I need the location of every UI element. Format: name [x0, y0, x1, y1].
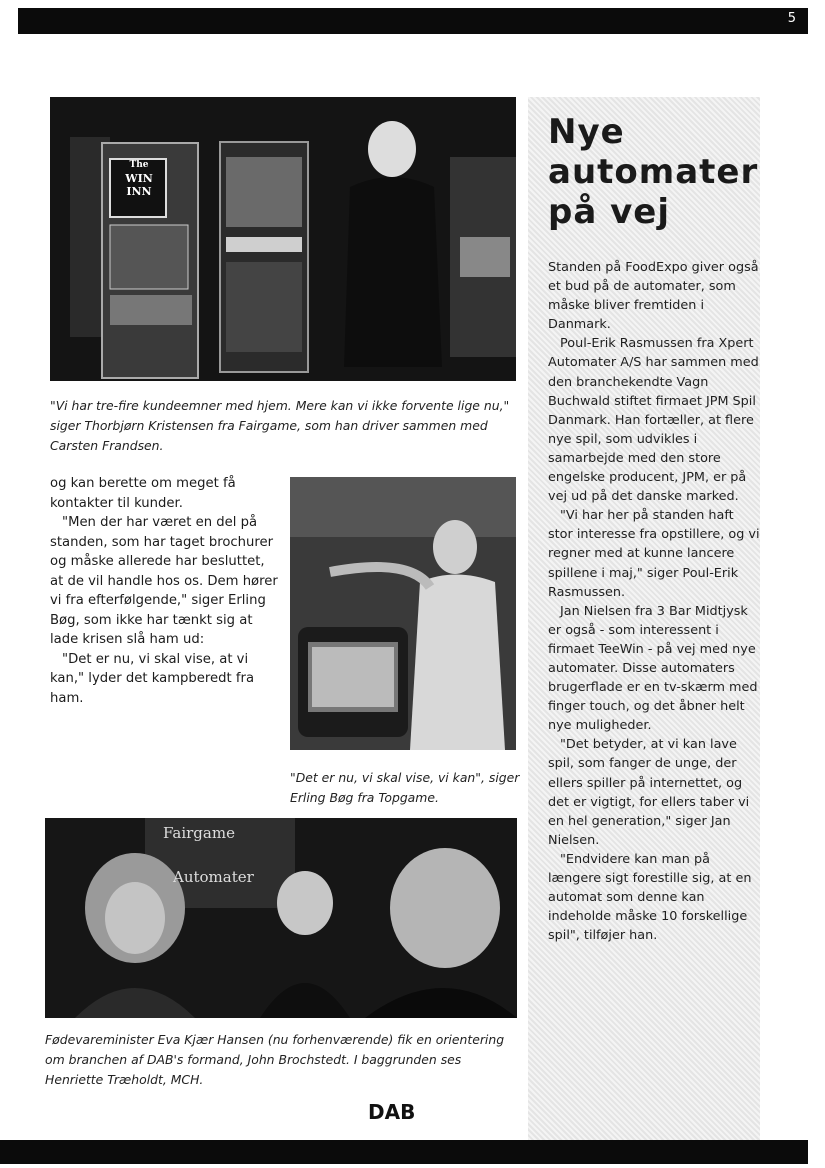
sign-line: WIN [125, 172, 153, 185]
sign-line: INN [126, 185, 152, 198]
caption-quote-cont: Mere kan vi ikke forvente lige nu," [291, 398, 510, 413]
article-paragraph: "Det er nu, vi skal vise, at vi kan," lyder det kampberedt fra ham. [50, 651, 255, 706]
caption-photo-3: Fødevareminister Eva Kjær Hansen (nu forhenværende) fik en orientering om branchen af DAB's formand, John Brochstedt. I baggrunden ses Henriette Træholdt, MCH. [45, 1032, 505, 1087]
caption-rest: som han driver sammen med Carsten Frandsen. [50, 418, 488, 453]
sign-line: The [129, 160, 149, 170]
article-paragraph: og kan berette om meget få kontakter til kunder. [50, 476, 236, 511]
sidebar-paragraph: "Det betyder, at vi kan lave spil, som fanger de unge, der ellers spiller på internettet, og det er vigtigt, for ellers taber vi en hel generation," siger Jan Nielsen. [548, 737, 750, 848]
bottom-bar [0, 1140, 808, 1164]
sidebar-title [548, 112, 758, 232]
automater-sign: Automater [173, 868, 254, 886]
caption-photo-2: "Det er nu, vi skal vise, vi kan", siger Erling Bøg fra Topgame. [290, 770, 520, 805]
photo-erling-bog [290, 477, 516, 750]
caption-photo-1 [50, 396, 520, 456]
title-line: automater [548, 152, 759, 192]
page-number: 5 [787, 11, 796, 26]
sidebar-paragraph: Jan Nielsen fra 3 Bar Midtjysk er også - som interessent i firmaet TeeWin - på vej med nye automater. Disse automaters brugerflade er en tv-skærm med finger touch, og det åbner helt nye muligheder. [548, 603, 758, 734]
caption-quote: "Vi har tre-fire kundeemner med hjem. [50, 398, 292, 413]
title-line: Nye [548, 112, 625, 152]
dab-logo: DAB [368, 1100, 416, 1124]
sidebar-paragraph: "Vi har her på standen haft stor interesse fra opstillere, og vi regner med at kunne lancere spillene i maj," siger Poul-Erik Rasmussen. [548, 508, 760, 600]
sidebar-text [548, 258, 760, 945]
photo-minister-visit [45, 818, 517, 1018]
sidebar-paragraph: "Endvidere kan man på længere sigt forestille sig, at en automat som denne kan indeholde måske 10 forskellige spil", tilføjer han. [548, 851, 752, 944]
sidebar-paragraph: Poul-Erik Rasmussen fra Xpert Automater A/S har sammen med den branchekendte Vagn Buchwald stiftet firmaet JPM Spil Danmark. Han fortæller, at flere nye spil, som udvikles i samarbejde med den store engelske producent, JPM, er på vej ud på det danske marked. [548, 336, 759, 505]
top-bar [18, 8, 808, 34]
title-line: på vej [548, 192, 670, 232]
article-text [50, 474, 282, 708]
caption-speaker: siger Thorbjørn Kristensen fra Fairgame, [50, 418, 301, 433]
fairgame-sign: Fairgame [163, 824, 235, 842]
photo-slot-machines [50, 97, 516, 381]
article-paragraph: "Men der har været en del på standen, som har taget brochurer og måske allerede har besluttet, at de vil handle hos os. Dem hører vi fra efterfølgende," siger Erling Bøg, som ikke har tænkt sig at lade krisen slå ham ud: [50, 515, 278, 647]
sidebar-paragraph: Standen på FoodExpo giver også et bud på de automater, som måske bliver fremtiden i Danmark. [548, 260, 759, 333]
win-inn-sign [112, 159, 166, 198]
